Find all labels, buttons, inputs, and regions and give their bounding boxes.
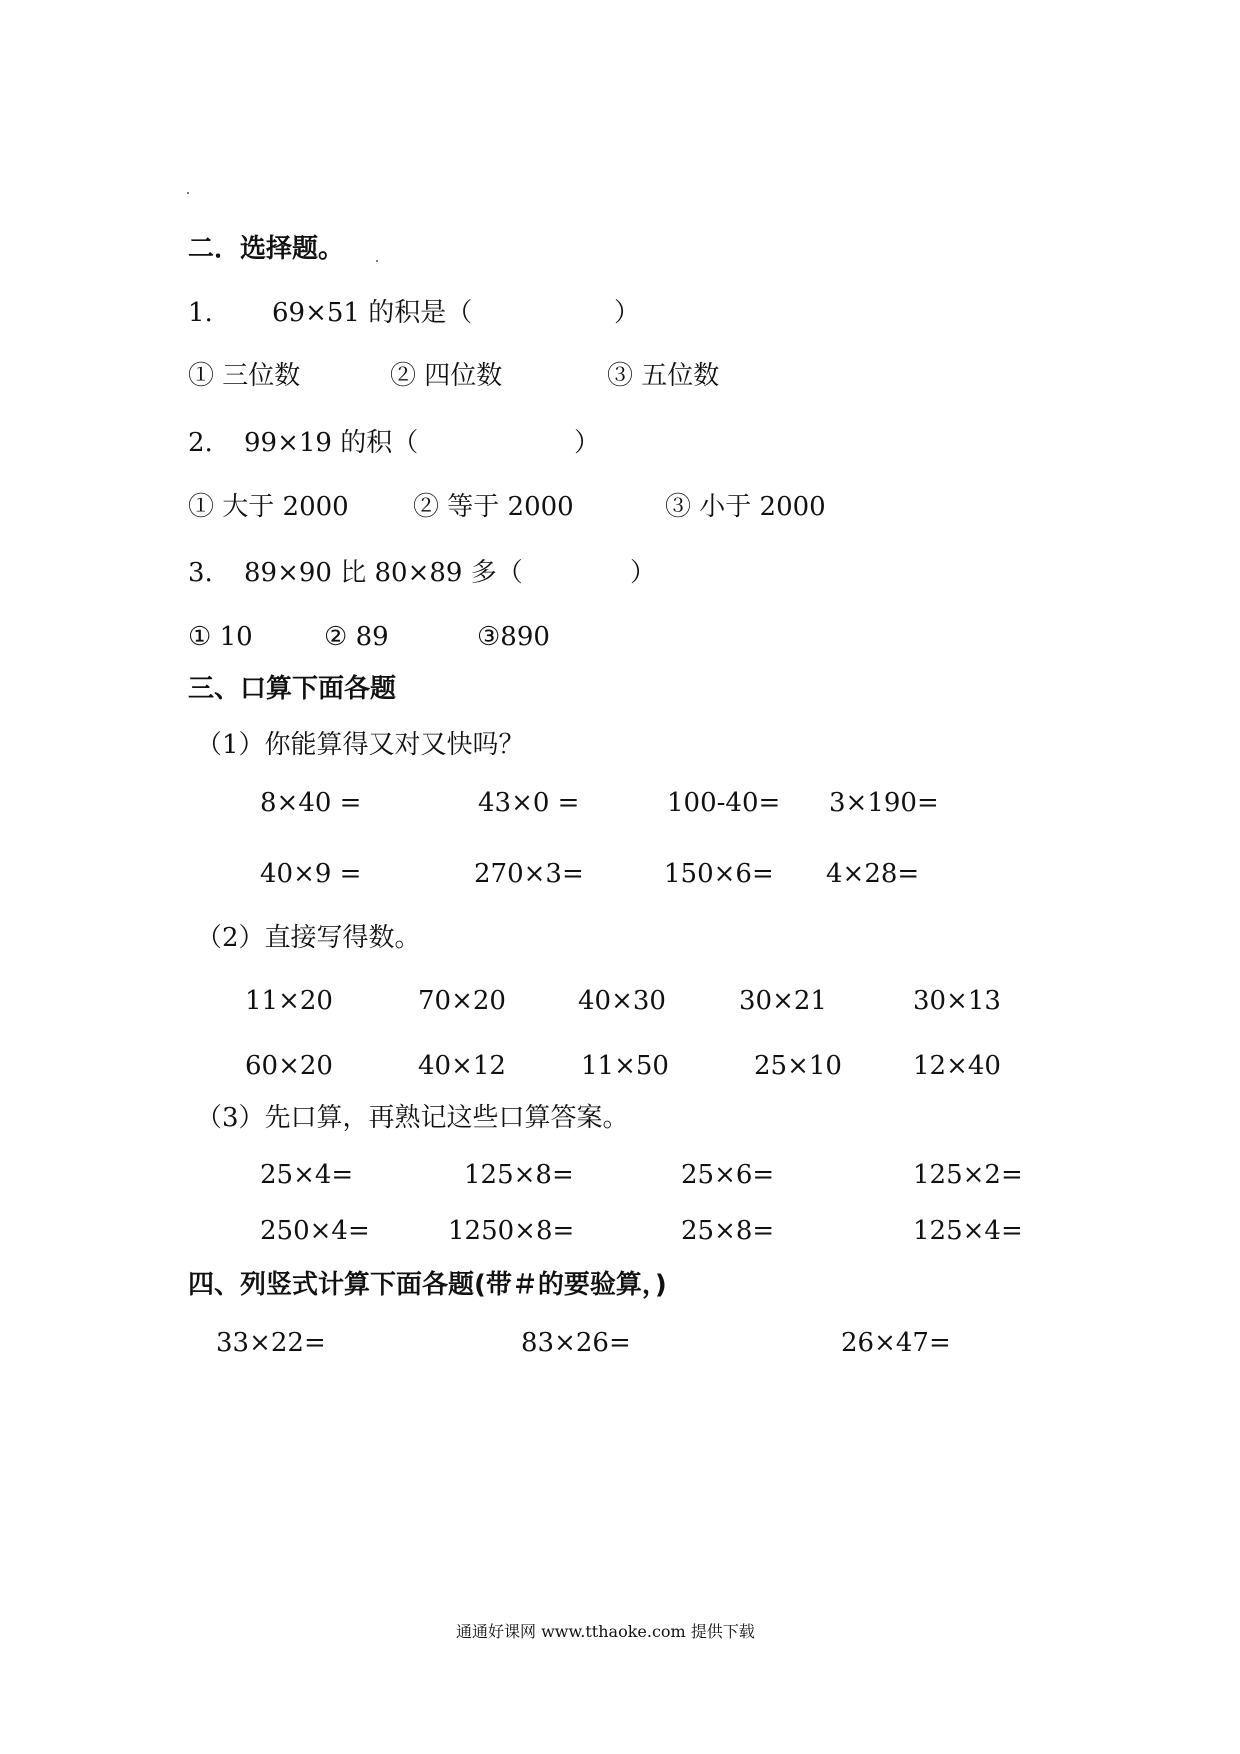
oral-calc-item: 25×4= [260,1160,354,1190]
question-3-text: 89×90 比 80×89 多（ [244,558,523,588]
question-1-option-1: ① 三位数 [188,361,301,391]
question-3-option-3: ③890 [477,622,550,652]
oral-calc-item: 125×8= [464,1160,574,1190]
oral-calc-item: 150×6= [664,859,774,889]
oral-calc-item: 30×21 [739,986,827,1016]
oral-calc-item: 11×50 [581,1051,669,1081]
question-3-number: 3. [188,558,213,588]
oral-calc-item: 3×190= [829,788,939,818]
part-2-title: （2）直接写得数。 [196,923,421,953]
oral-calc-item: 125×4= [913,1216,1023,1246]
question-1-text: 69×51 的积是（ [272,298,473,328]
oral-calc-item: 100-40= [667,788,781,818]
section-3-title: 三、口算下面各题 [188,674,397,704]
oral-calc-item: 125×2= [913,1160,1023,1190]
section-2-title: 二．选择题。 [188,234,345,264]
oral-calc-item: 12×40 [913,1051,1001,1081]
oral-calc-item: 8×40 = [260,788,362,818]
question-3-close-paren: ） [630,558,657,588]
section-4-title: 四、列竖式计算下面各题(带＃的要验算，) [188,1270,667,1300]
oral-calc-item: 4×28= [826,859,920,889]
question-3-option-2: ② 89 [324,622,389,652]
oral-calc-item: 25×8= [681,1216,775,1246]
part-3-title: （3）先口算，再熟记这些口算答案。 [196,1103,629,1133]
oral-calc-item: 250×4= [260,1216,370,1246]
oral-calc-item: 40×30 [578,986,666,1016]
oral-calc-item: 40×12 [418,1051,506,1081]
oral-calc-item: 11×20 [245,986,333,1016]
question-2-option-1: ① 大于 2000 [188,492,349,522]
oral-calc-item: 40×9 = [260,859,362,889]
vertical-calc-item: 33×22= [216,1328,326,1358]
vertical-calc-item: 26×47= [841,1328,951,1358]
oral-calc-item: 43×0 = [478,788,580,818]
footer-watermark: 通通好课网 www.tthaoke.com 提供下载 [456,1622,755,1641]
scan-speck [376,260,378,262]
oral-calc-item: 25×10 [754,1051,842,1081]
part-1-title: （1）你能算得又对又快吗？ [196,730,525,760]
vertical-calc-item: 83×26= [521,1328,631,1358]
oral-calc-item: 70×20 [418,986,506,1016]
question-2-number: 2. [188,428,213,458]
question-2-close-paren: ） [574,428,601,458]
scan-speck [187,192,189,194]
question-1-number: 1. [188,298,213,328]
oral-calc-item: 30×13 [913,986,1001,1016]
oral-calc-item: 270×3= [474,859,584,889]
question-2-option-2: ② 等于 2000 [413,492,574,522]
question-1-option-3: ③ 五位数 [607,361,720,391]
question-2-option-3: ③ 小于 2000 [665,492,826,522]
question-1-option-2: ② 四位数 [390,361,503,391]
oral-calc-item: 1250×8= [448,1216,575,1246]
question-3-option-1: ① 10 [188,622,253,652]
question-1-close-paren: ） [614,298,641,328]
oral-calc-item: 25×6= [681,1160,775,1190]
oral-calc-item: 60×20 [245,1051,333,1081]
question-2-text: 99×19 的积（ [244,428,419,458]
